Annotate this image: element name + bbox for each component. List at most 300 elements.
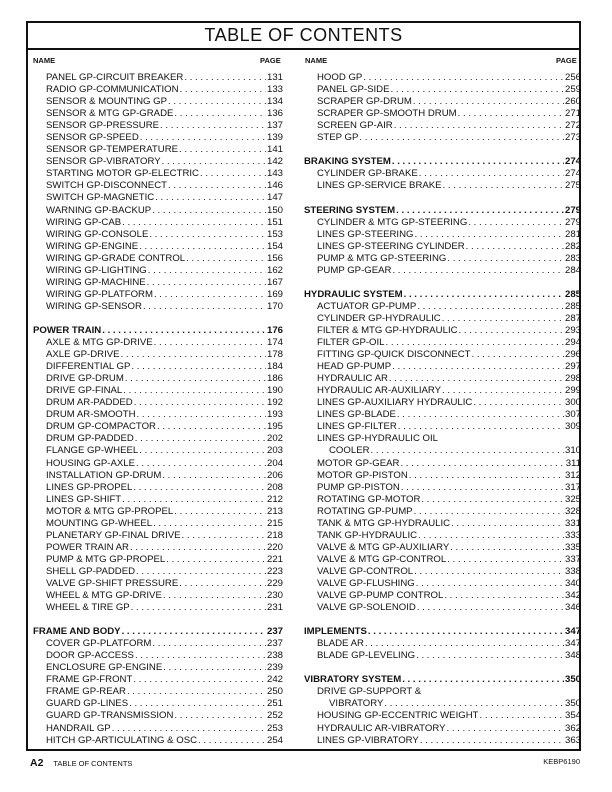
dot-leader xyxy=(174,710,266,722)
entry-page: 156 xyxy=(266,252,283,264)
entry-name: DRIVE GP-DRUM xyxy=(46,373,124,385)
dot-leader xyxy=(121,349,266,361)
entry-name: LINES GP-FILTER xyxy=(317,421,397,433)
toc-entry[interactable] xyxy=(304,132,581,144)
toc-entry[interactable] xyxy=(304,120,581,132)
dot-leader xyxy=(125,373,266,385)
entry-name: VIBRATORY SYSTEM xyxy=(304,674,402,686)
dot-leader xyxy=(392,156,564,168)
toc-entry[interactable] xyxy=(33,518,283,530)
entry-page: 176 xyxy=(266,324,283,336)
entry-name: DRUM AR-SMOOTH xyxy=(46,409,136,421)
entry-page: 202 xyxy=(266,433,283,445)
toc-entry[interactable] xyxy=(33,265,283,277)
toc-entry[interactable] xyxy=(33,566,283,578)
entry-page: 335 xyxy=(564,541,581,553)
dot-leader xyxy=(153,518,266,530)
dot-leader xyxy=(174,506,266,518)
toc-entry[interactable] xyxy=(304,710,581,722)
entry-page: 223 xyxy=(266,565,283,577)
toc-entry[interactable] xyxy=(304,433,581,445)
entry-page: 287 xyxy=(564,312,581,324)
entry-name: ROTATING GP-PUMP xyxy=(317,505,413,517)
toc-entry[interactable] xyxy=(33,409,283,421)
toc-entry[interactable] xyxy=(33,686,283,698)
entry-name: VALVE & MTG GP-AUXILIARY xyxy=(317,541,450,553)
entry-name: HITCH GP-ARTICULATING & OSC xyxy=(46,734,198,746)
dot-leader xyxy=(143,301,266,313)
toc-entry[interactable] xyxy=(33,662,283,674)
toc-entry[interactable] xyxy=(304,397,581,409)
entry-name: AXLE & MTG GP-DRIVE xyxy=(46,337,153,349)
toc-entry[interactable] xyxy=(304,686,581,698)
entry-page: 273 xyxy=(564,132,581,144)
entry-page: 250 xyxy=(266,686,283,698)
dot-leader xyxy=(168,180,266,192)
entry-page: 190 xyxy=(266,385,283,397)
toc-entry[interactable] xyxy=(304,229,581,241)
entry-name: FILTER & MTG GP-HYDRAULIC xyxy=(317,324,458,336)
dot-leader xyxy=(416,650,564,662)
entry-name: DOOR GP-ACCESS xyxy=(46,650,134,662)
dot-leader xyxy=(444,590,564,602)
entry-page: 184 xyxy=(266,361,283,373)
entry-page: 195 xyxy=(266,421,283,433)
toc-entry[interactable] xyxy=(33,710,283,722)
entry-page: 296 xyxy=(564,349,581,361)
dot-leader xyxy=(417,602,564,614)
dot-leader xyxy=(147,277,266,289)
dot-leader xyxy=(184,72,266,84)
toc-entry[interactable] xyxy=(33,132,283,144)
entry-name: HOUSING GP-AXLE xyxy=(46,457,136,469)
toc-entry[interactable] xyxy=(304,337,581,349)
toc-section-heading[interactable] xyxy=(33,626,283,638)
entry-name-continuation: VIBRATORY xyxy=(329,698,384,710)
entry-page: 283 xyxy=(564,252,581,264)
dot-leader xyxy=(414,506,564,518)
toc-entry[interactable] xyxy=(33,433,283,445)
toc-entry[interactable] xyxy=(33,385,283,397)
toc-entry[interactable] xyxy=(33,397,283,409)
dot-leader xyxy=(397,409,564,421)
toc-entry[interactable] xyxy=(33,723,283,735)
dot-leader xyxy=(401,482,564,494)
toc-entry[interactable] xyxy=(304,325,581,337)
entry-name: BLADE AR xyxy=(317,638,364,650)
toc-entry[interactable] xyxy=(304,168,581,180)
entry-page: 282 xyxy=(564,240,581,252)
toc-entry[interactable] xyxy=(33,156,283,168)
toc-entry[interactable] xyxy=(33,578,283,590)
entry-name: SENSOR GP-PRESSURE xyxy=(46,120,160,132)
toc-entry[interactable] xyxy=(33,301,283,313)
entry-page: 139 xyxy=(266,132,283,144)
entry-page: 193 xyxy=(266,409,283,421)
entry-page: 178 xyxy=(266,349,283,361)
toc-entry-continuation[interactable] xyxy=(304,445,581,457)
toc-entry[interactable] xyxy=(33,277,283,289)
entry-name: HYDRAULIC AR xyxy=(317,373,388,385)
entry-page: 293 xyxy=(564,324,581,336)
dot-leader xyxy=(442,385,564,397)
toc-entry[interactable] xyxy=(33,698,283,710)
toc-entry[interactable] xyxy=(304,180,581,192)
entry-name: PUMP & MTG GP-PROPEL xyxy=(46,553,166,565)
toc-entry[interactable] xyxy=(33,84,283,96)
entry-name: SCRAPER GP-DRUM xyxy=(317,96,412,108)
toc-entry[interactable] xyxy=(33,674,283,686)
toc-section-heading[interactable] xyxy=(33,325,283,337)
entry-page: 346 xyxy=(564,602,581,614)
entry-page: 328 xyxy=(564,505,581,517)
toc-entry[interactable] xyxy=(304,482,581,494)
entry-name: MOTOR GP-GEAR xyxy=(317,457,400,469)
entry-name: WIRING GP-SENSOR xyxy=(46,300,142,312)
entry-name: FRAME GP-REAR xyxy=(46,686,126,698)
entry-name: LINES GP-SHIFT xyxy=(46,493,122,505)
dot-leader xyxy=(394,120,564,132)
dot-leader xyxy=(415,229,564,241)
entry-name: ACTUATOR GP-PUMP xyxy=(317,300,417,312)
toc-entry[interactable] xyxy=(304,554,581,566)
entry-page: 186 xyxy=(266,373,283,385)
toc-entry[interactable] xyxy=(304,373,581,385)
entry-page: 143 xyxy=(266,168,283,180)
dot-leader xyxy=(198,735,266,747)
toc-entry[interactable] xyxy=(33,470,283,482)
entry-page: 220 xyxy=(266,541,283,553)
toc-entry[interactable] xyxy=(304,638,581,650)
entry-page: 174 xyxy=(266,337,283,349)
entry-name: HYDRAULIC AR-AUXILIARY xyxy=(317,385,442,397)
dot-leader xyxy=(363,72,564,84)
entry-name: LINES GP-VIBRATORY xyxy=(317,734,419,746)
toc-section-heading[interactable] xyxy=(304,156,581,168)
toc-entry[interactable] xyxy=(304,313,581,325)
entry-name-continuation: COOLER xyxy=(329,445,370,457)
blank-row xyxy=(304,662,581,674)
entry-name: IMPLEMENTS xyxy=(304,626,367,638)
dot-leader xyxy=(389,373,564,385)
column-header-name-right: NAME xyxy=(305,56,328,65)
dot-leader xyxy=(450,542,564,554)
toc-entry[interactable] xyxy=(304,84,581,96)
entry-page: 153 xyxy=(266,228,283,240)
toc-entry[interactable] xyxy=(304,494,581,506)
toc-entry[interactable] xyxy=(33,638,283,650)
toc-entry[interactable] xyxy=(304,602,581,614)
entry-page: 362 xyxy=(564,722,581,734)
toc-entry[interactable] xyxy=(33,217,283,229)
entry-name: PUMP GP-GEAR xyxy=(317,264,392,276)
entry-page: 167 xyxy=(266,276,283,288)
toc-entry[interactable] xyxy=(304,217,581,229)
entry-page: 333 xyxy=(564,529,581,541)
entry-name: HANDRAIL GP xyxy=(46,722,111,734)
entry-page: 230 xyxy=(266,590,283,602)
entry-name: VALVE & MTG GP-CONTROL xyxy=(317,553,447,565)
toc-entry[interactable] xyxy=(33,602,283,614)
entry-name: HEAD GP-PUMP xyxy=(317,361,392,373)
entry-name: POWER TRAIN xyxy=(33,324,102,336)
entry-page: 347 xyxy=(564,638,581,650)
entry-page: 237 xyxy=(266,626,283,638)
dot-leader xyxy=(384,698,564,710)
toc-entry[interactable] xyxy=(33,289,283,301)
toc-entry[interactable] xyxy=(33,445,283,457)
toc-entry[interactable] xyxy=(304,108,581,120)
entry-name: VALVE GP-FLUSHING xyxy=(317,577,415,589)
footer-page-number: A2 xyxy=(30,757,44,769)
column-header-page-left: PAGE xyxy=(260,56,281,65)
entry-page: 350 xyxy=(564,674,581,686)
dot-leader xyxy=(447,253,564,265)
entry-name: VALVE GP-SOLENOID xyxy=(317,602,416,614)
entry-name: WIRING GP-MACHINE xyxy=(46,276,146,288)
entry-page: 150 xyxy=(266,204,283,216)
entry-page: 170 xyxy=(266,300,283,312)
entry-page: 338 xyxy=(564,565,581,577)
dot-leader xyxy=(417,301,564,313)
entry-name: GUARD GP-LINES xyxy=(46,698,129,710)
entry-page: 147 xyxy=(266,192,283,204)
toc-entry[interactable] xyxy=(304,542,581,554)
entry-name: LINES GP-STEERING CYLINDER xyxy=(317,240,465,252)
page-title: TABLE OF CONTENTS xyxy=(28,23,579,50)
dot-leader xyxy=(446,723,564,735)
entry-name: DRIVE GP-SUPPORT & xyxy=(317,686,422,698)
toc-entry[interactable] xyxy=(304,349,581,361)
entry-name: SENSOR & MOUNTING GP xyxy=(46,96,167,108)
entry-name: PUMP GP-PISTON xyxy=(317,481,400,493)
entry-name: STEERING SYSTEM xyxy=(304,204,396,216)
toc-entry[interactable] xyxy=(304,578,581,590)
entry-page: 363 xyxy=(564,734,581,746)
entry-name: CYLINDER GP-BRAKE xyxy=(317,168,418,180)
toc-entry[interactable] xyxy=(304,265,581,277)
toc-section-heading[interactable] xyxy=(304,674,581,686)
entry-page: 354 xyxy=(564,710,581,722)
entry-name: BRAKING SYSTEM xyxy=(304,156,391,168)
toc-entry[interactable] xyxy=(33,229,283,241)
toc-entry[interactable] xyxy=(304,253,581,265)
entry-name: HOUSING GP-ECCENTRIC WEIGHT xyxy=(317,710,479,722)
entry-name: STEP GP xyxy=(317,132,359,144)
toc-entry[interactable] xyxy=(33,482,283,494)
dot-leader xyxy=(157,421,266,433)
toc-entry[interactable] xyxy=(304,241,581,253)
toc-entry[interactable] xyxy=(33,506,283,518)
dot-leader xyxy=(404,289,564,301)
toc-entry[interactable] xyxy=(304,409,581,421)
toc-entry[interactable] xyxy=(304,470,581,482)
dot-leader xyxy=(468,217,564,229)
toc-entry[interactable] xyxy=(304,385,581,397)
dot-leader xyxy=(186,253,266,265)
toc-entry-continuation[interactable] xyxy=(304,698,581,710)
entry-name: HOOD GP xyxy=(317,72,363,83)
entry-name: POWER TRAIN AR xyxy=(46,541,129,553)
entry-name: AXLE GP-DRIVE xyxy=(46,349,120,361)
toc-entry[interactable] xyxy=(304,506,581,518)
entry-name: SWITCH GP-MAGNETIC xyxy=(46,192,155,204)
entry-name: RADIO GP-COMMUNICATION xyxy=(46,84,179,96)
dot-leader xyxy=(392,361,564,373)
toc-entry[interactable] xyxy=(304,72,581,84)
dot-leader xyxy=(371,445,564,457)
entry-page: 274 xyxy=(564,168,581,180)
entry-name: TANK & MTG GP-HYDRAULIC xyxy=(317,517,451,529)
toc-entry[interactable] xyxy=(33,542,283,554)
entry-page: 337 xyxy=(564,553,581,565)
dot-leader xyxy=(359,132,564,144)
toc-entry[interactable] xyxy=(33,144,283,156)
dot-leader xyxy=(420,735,564,747)
entry-page: 272 xyxy=(564,120,581,132)
entry-page: 271 xyxy=(564,108,581,120)
toc-section-heading[interactable] xyxy=(304,626,581,638)
entry-name: WARNING GP-BACKUP xyxy=(46,204,152,216)
toc-entry[interactable] xyxy=(33,253,283,265)
toc-entry[interactable] xyxy=(33,72,283,84)
toc-entry[interactable] xyxy=(304,723,581,735)
dot-leader xyxy=(459,325,564,337)
entry-name: HYDRAULIC AR-VIBRATORY xyxy=(317,722,446,734)
toc-entry[interactable] xyxy=(33,349,283,361)
entry-page: 221 xyxy=(266,553,283,565)
entry-page: 350 xyxy=(564,698,581,710)
entry-name: VALVE GP-CONTROL xyxy=(317,565,414,577)
entry-page: 340 xyxy=(564,577,581,589)
entry-page: 307 xyxy=(564,409,581,421)
entry-page: 154 xyxy=(266,240,283,252)
toc-entry[interactable] xyxy=(33,192,283,204)
toc-entry[interactable] xyxy=(304,650,581,662)
entry-name: FRAME AND BODY xyxy=(33,626,121,638)
toc-entry[interactable] xyxy=(33,168,283,180)
toc-entry[interactable] xyxy=(33,120,283,132)
entry-page: 298 xyxy=(564,373,581,385)
toc-entry[interactable] xyxy=(304,518,581,530)
toc-entry[interactable] xyxy=(33,494,283,506)
dot-leader xyxy=(134,397,266,409)
entry-page: 146 xyxy=(266,180,283,192)
toc-entry[interactable] xyxy=(33,590,283,602)
dot-leader xyxy=(409,470,564,482)
toc-entry[interactable] xyxy=(304,458,581,470)
toc-entry[interactable] xyxy=(33,421,283,433)
dot-leader xyxy=(127,686,266,698)
toc-entry[interactable] xyxy=(304,566,581,578)
toc-entry[interactable] xyxy=(33,180,283,192)
toc-section-heading[interactable] xyxy=(304,289,581,301)
entry-name: TANK GP-HYDRAULIC xyxy=(317,529,418,541)
toc-entry[interactable] xyxy=(304,421,581,433)
toc-section-heading[interactable] xyxy=(304,205,581,217)
toc-entry[interactable] xyxy=(33,205,283,217)
entry-page: 310 xyxy=(564,445,581,457)
entry-name: WHEEL & TIRE GP xyxy=(46,602,130,614)
toc-entry[interactable] xyxy=(33,96,283,108)
entry-page: 254 xyxy=(266,734,283,746)
entry-name: PANEL GP-SIDE xyxy=(317,84,390,96)
toc-column-right xyxy=(304,72,581,747)
footer-doc-id: KEBP6190 xyxy=(543,757,580,766)
toc-entry[interactable] xyxy=(33,530,283,542)
toc-entry[interactable] xyxy=(33,554,283,566)
dot-leader xyxy=(152,638,266,650)
dot-leader xyxy=(129,698,266,710)
dot-leader xyxy=(122,626,266,638)
toc-entry[interactable] xyxy=(33,361,283,373)
entry-page: 252 xyxy=(266,710,283,722)
entry-name: SENSOR GP-VIBRATORY xyxy=(46,156,161,168)
entry-page: 342 xyxy=(564,590,581,602)
entry-name: MOTOR GP-PISTON xyxy=(317,469,408,481)
entry-name: WIRING GP-PLATFORM xyxy=(46,288,153,300)
entry-name: VALVE GP-SHIFT PRESSURE xyxy=(46,577,179,589)
entry-name: SENSOR & MTG GP-GRADE xyxy=(46,108,174,120)
entry-page: 133 xyxy=(266,84,283,96)
entry-page: 325 xyxy=(564,493,581,505)
toc-entry[interactable] xyxy=(304,530,581,542)
dot-leader xyxy=(155,192,266,204)
toc-entry[interactable] xyxy=(33,373,283,385)
toc-entry[interactable] xyxy=(304,361,581,373)
toc-entry[interactable] xyxy=(304,735,581,747)
blank-row xyxy=(304,277,581,289)
column-header-name-left: NAME xyxy=(33,56,56,65)
entry-page: 309 xyxy=(564,421,581,433)
toc-entry[interactable] xyxy=(33,337,283,349)
entry-name: SENSOR GP-SPEED xyxy=(46,132,139,144)
entry-page: 229 xyxy=(266,577,283,589)
dot-leader xyxy=(154,337,266,349)
entry-name: WIRING GP-ENGINE xyxy=(46,240,139,252)
dot-leader xyxy=(135,433,266,445)
entry-name: DRUM GP-PADDED xyxy=(46,433,134,445)
toc-frame xyxy=(26,21,581,751)
entry-page: 242 xyxy=(266,674,283,686)
column-header-page-right: PAGE xyxy=(556,56,577,65)
dot-leader xyxy=(162,470,266,482)
blank-row xyxy=(304,144,581,156)
entry-page: 212 xyxy=(266,493,283,505)
entry-page: 134 xyxy=(266,96,283,108)
blank-row xyxy=(304,192,581,204)
entry-name: DIFFERENTIAL GP xyxy=(46,361,131,373)
toc-entry[interactable] xyxy=(33,650,283,662)
toc-entry[interactable] xyxy=(33,735,283,747)
dot-leader xyxy=(139,445,266,457)
toc-entry[interactable] xyxy=(304,590,581,602)
dot-leader xyxy=(112,723,266,735)
toc-entry[interactable] xyxy=(33,108,283,120)
toc-entry[interactable] xyxy=(304,301,581,313)
toc-entry[interactable] xyxy=(33,241,283,253)
dot-leader xyxy=(160,120,266,132)
entry-page: 213 xyxy=(266,505,283,517)
entry-name: SHELL GP-PADDED xyxy=(46,565,136,577)
entry-page: 284 xyxy=(564,264,581,276)
entry-name: MOTOR & MTG GP-PROPEL xyxy=(46,505,174,517)
entry-page: 300 xyxy=(564,397,581,409)
footer-section-title: TABLE OF CONTENTS xyxy=(53,759,133,768)
toc-entry[interactable] xyxy=(33,458,283,470)
toc-entry[interactable] xyxy=(304,96,581,108)
dot-leader xyxy=(131,602,266,614)
